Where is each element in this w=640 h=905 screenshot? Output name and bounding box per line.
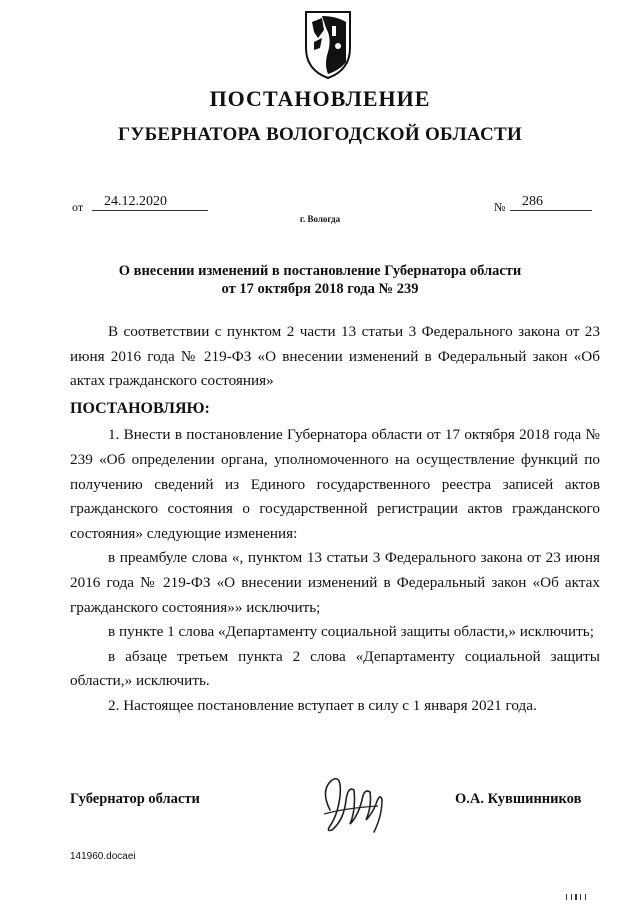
document-subject (70, 262, 570, 298)
subject-line-1: О внесении изменений в постановление Губернатора области (118, 263, 522, 279)
number-prefix: № (494, 200, 506, 214)
item-2-paragraph: 2. Настоящее постановление вступает в силу с 1 января 2021 года. (108, 696, 537, 714)
number-underline (510, 210, 592, 211)
document-title: ПОСТАНОВЛЕНИЕ (209, 86, 431, 111)
item-1c-paragraph: в абзаце третьем пункта 2 слова «Департаменту социальной защиты области,» исключить. (70, 647, 600, 690)
issue-city: г. Вологда (299, 214, 341, 224)
subject-line-2: от 17 октября 2018 года № 239 (221, 281, 419, 297)
handwritten-signature (316, 770, 388, 838)
file-identifier: 141960.docaei (70, 851, 136, 862)
signatory-position: Губернатор области (70, 791, 200, 807)
item-1b-paragraph: в пункте 1 слова «Департаменту социальной защиты области,» исключить; (108, 623, 594, 641)
decree-heading: ПОСТАНОВЛЯЮ: (70, 399, 210, 417)
document-date: 24.12.2020 (104, 194, 167, 209)
document-number: 286 (522, 194, 543, 209)
vologda-coat-of-arms-icon (302, 8, 354, 80)
document-body (70, 320, 600, 719)
item-1-paragraph: 1. Внести в постановление Губернатора области от 17 октября 2018 года № 239 «Об определении органа, уполномоченного на осуществление функций по получению сведений из Единого государственного реестра записей актов гражданского состояния о государственной регистрации актов гражданского состояния» следующие изменения: (70, 426, 600, 542)
barcode-mark (566, 893, 590, 901)
date-underline (92, 210, 208, 211)
date-prefix: от (72, 200, 84, 214)
item-1a-paragraph: в преамбуле слова «, пунктом 13 статьи 3 Федерального закона от 23 июня 2016 года № 219-ФЗ «О внесении изменений в Федеральный закон «Об актах гражданского состояния»» исключить; (70, 549, 600, 616)
preamble-paragraph: В соответствии с пунктом 2 части 13 статьи 3 Федерального закона от 23 июня 2016 года № 219-ФЗ «О внесении изменений в Федеральный закон «Об актах гражданского состояния» (70, 323, 600, 390)
signatory-name: О.А. Кувшинников (455, 791, 582, 807)
issuing-authority: ГУБЕРНАТОРА ВОЛОГОДСКОЙ ОБЛАСТИ (117, 124, 523, 145)
